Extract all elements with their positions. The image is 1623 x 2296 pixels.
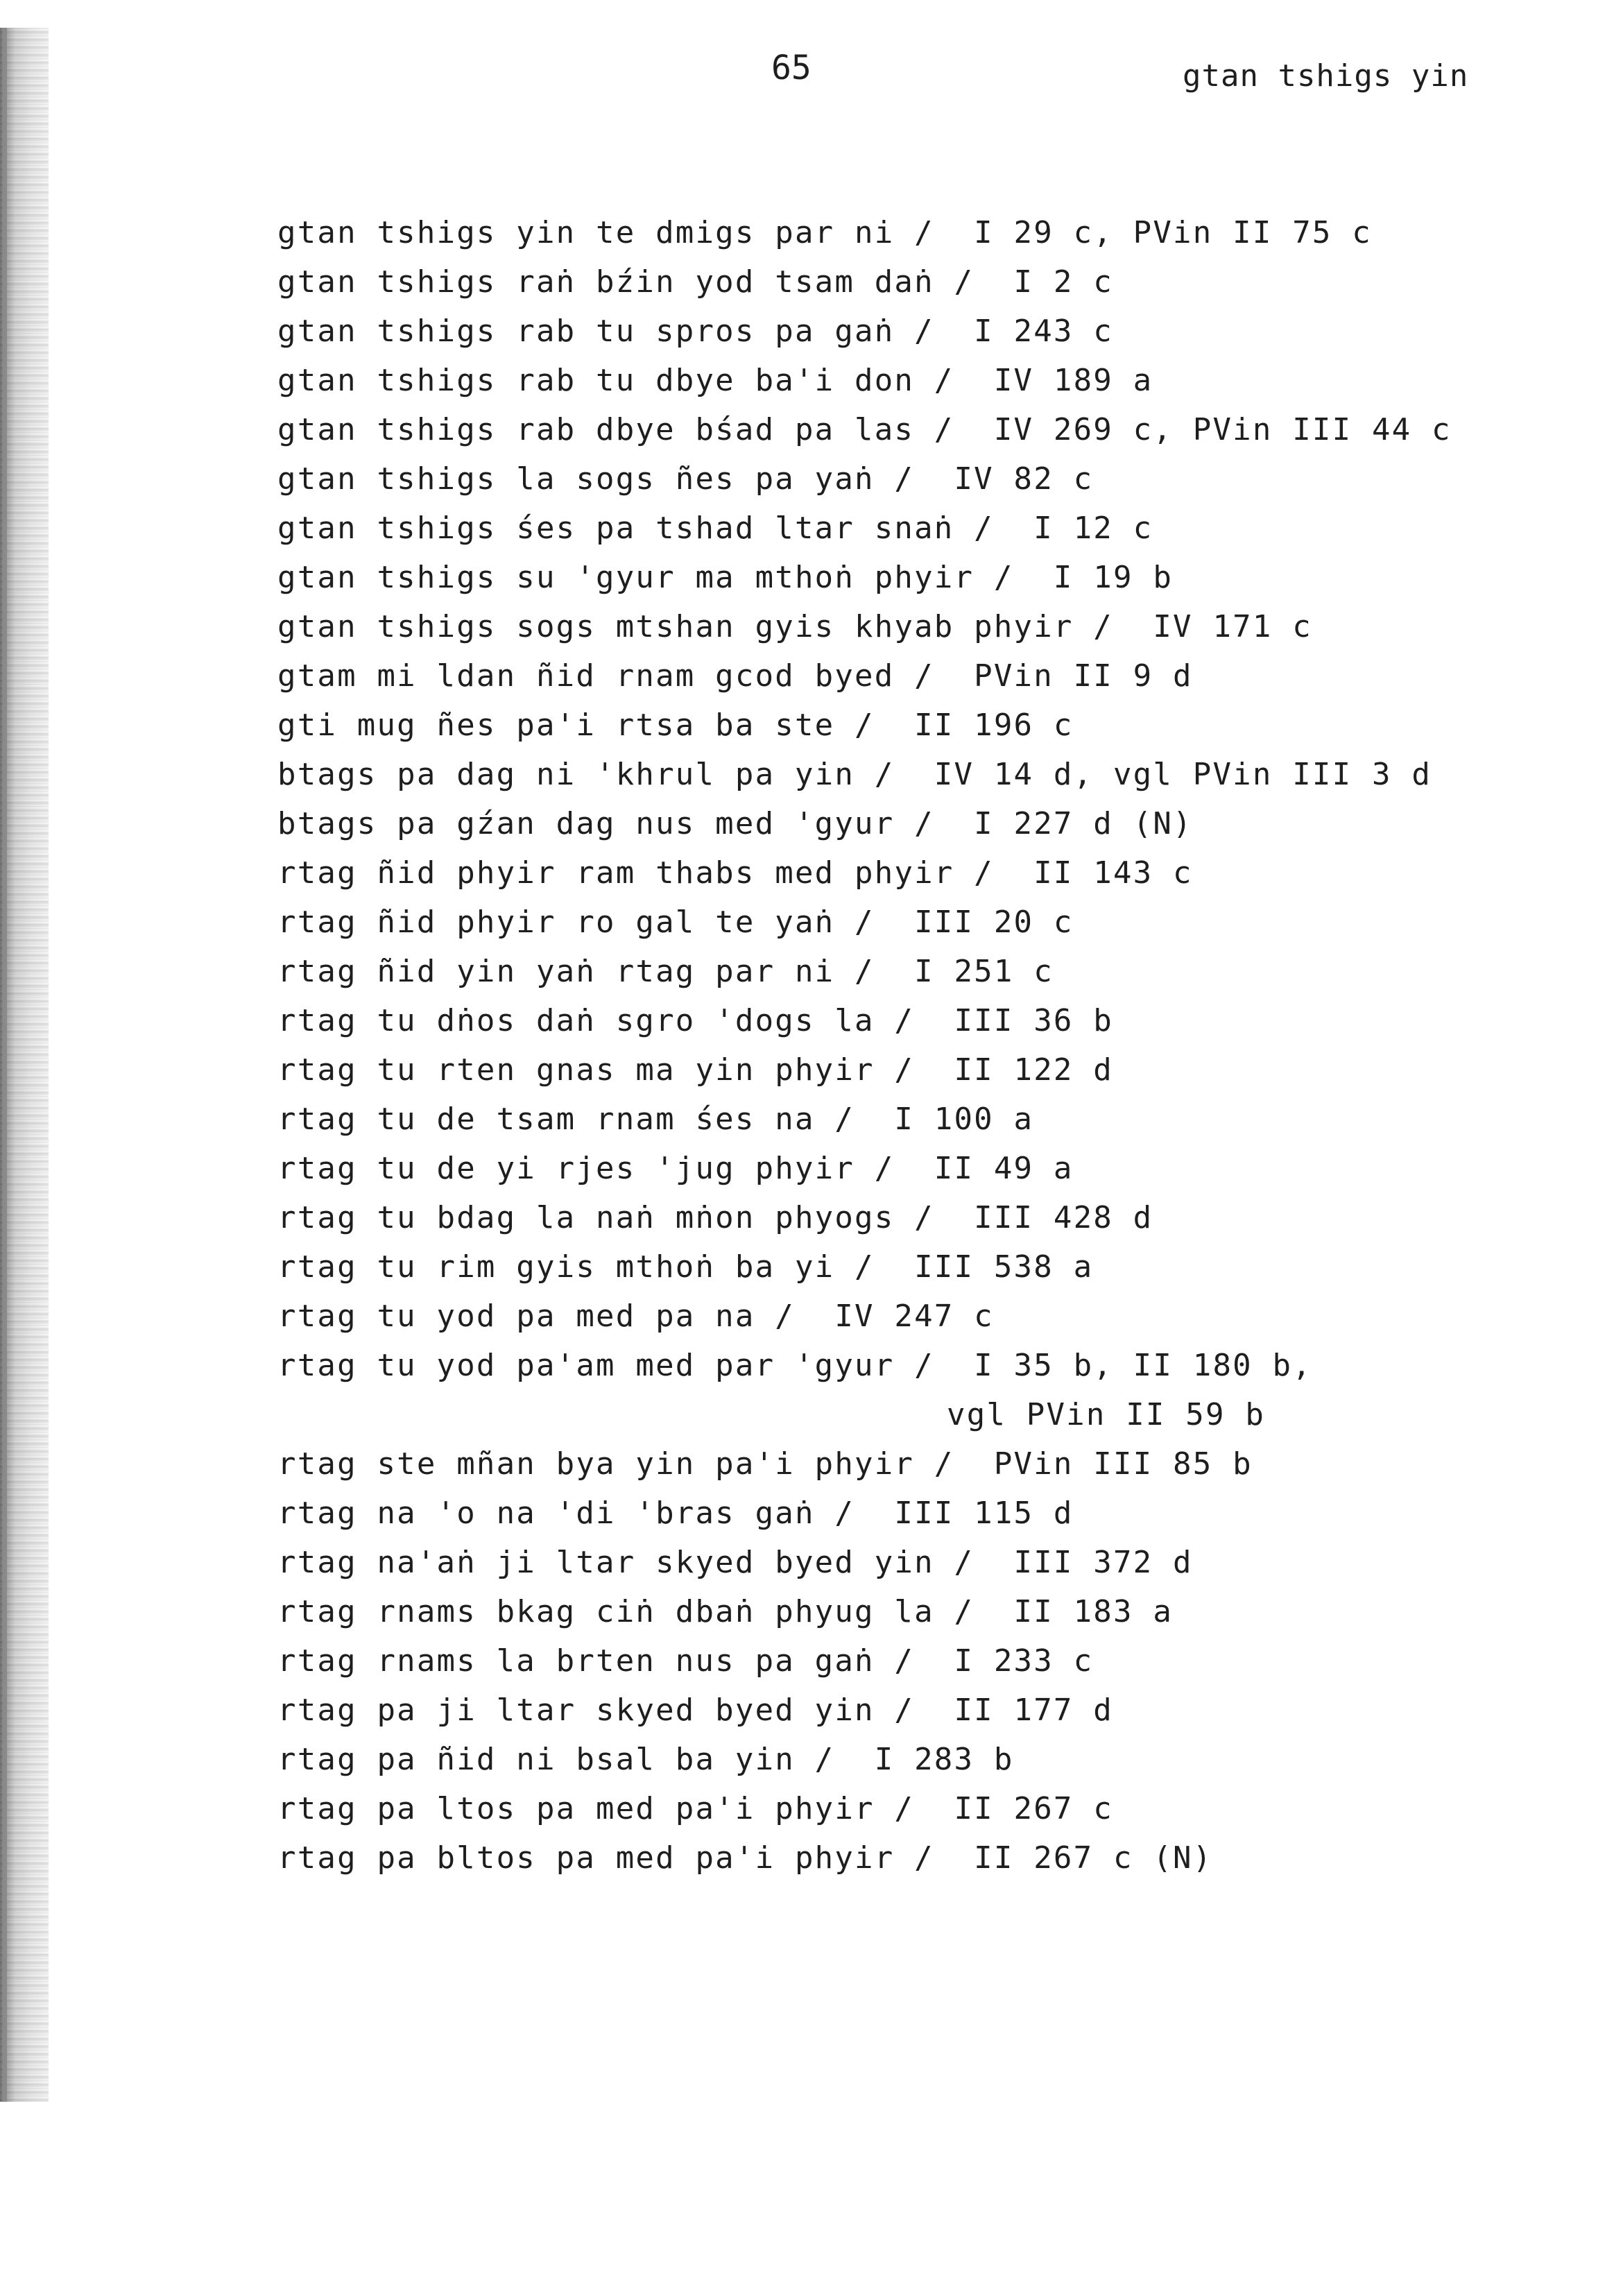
scan-edge-shadow [0, 28, 49, 2102]
index-entry: rtag ste mñan bya yin pa'i phyir / PVin III 85 b [277, 1446, 1253, 1482]
index-entry: rtag tu rten gnas ma yin phyir / II 122 d [277, 1052, 1113, 1088]
index-entry: gtan tshigs rab tu spros pa gaṅ / I 243 c [277, 314, 1113, 349]
index-entry: rtag pa ltos pa med pa'i phyir / II 267 c [277, 1791, 1113, 1826]
index-entry: rtag tu yod pa'am med par 'gyur / I 35 b, II 180 b, [277, 1348, 1312, 1383]
index-entry: btags pa gźan dag nus med 'gyur / I 227 d (N) [277, 806, 1193, 841]
index-entry: gtan tshigs raṅ bźin yod tsam daṅ / I 2 c [277, 264, 1113, 300]
index-entry: rtag rnams la brten nus pa gaṅ / I 233 c [277, 1643, 1094, 1679]
index-entry: rtag na'aṅ ji ltar skyed byed yin / III 372 d [277, 1545, 1193, 1580]
page-number: 65 [771, 49, 812, 87]
index-entry: rtag tu yod pa med pa na / IV 247 c [277, 1299, 994, 1334]
index-entry: gtan tshigs rab tu dbye ba'i don / IV 189 a [277, 363, 1153, 398]
index-entry: gtan tshigs rab dbye bśad pa las / IV 269 c, PVin III 44 c [277, 412, 1452, 447]
index-entry: rtag tu dṅos daṅ sgro 'dogs la / III 36 b [277, 1003, 1113, 1038]
index-entry-list [277, 208, 1581, 1883]
index-entry: gtam mi ldan ñid rnam gcod byed / PVin II 9 d [277, 658, 1193, 694]
index-entry: gtan tshigs yin te dmigs par ni / I 29 c, PVin II 75 c [277, 215, 1372, 250]
index-entry: rtag tu rim gyis mthoṅ ba yi / III 538 a [277, 1249, 1094, 1285]
running-head: gtan tshigs yin [1183, 58, 1469, 94]
index-entry: rtag ñid phyir ram thabs med phyir / II 143 c [277, 855, 1193, 891]
index-entry: gtan tshigs sogs mtshan gyis khyab phyir / IV 171 c [277, 609, 1312, 644]
index-entry: rtag pa ñid ni bsal ba yin / I 283 b [277, 1742, 1014, 1777]
index-entry: gtan tshigs la sogs ñes pa yaṅ / IV 82 c [277, 461, 1094, 497]
index-entry: gtan tshigs su 'gyur ma mthoṅ phyir / I 19 b [277, 560, 1174, 595]
binding-edge-line [3, 28, 7, 2102]
index-entry: rtag pa bltos pa med pa'i phyir / II 267 c (N) [277, 1840, 1213, 1876]
index-entry: rtag ñid phyir ro gal te yaṅ / III 20 c [277, 905, 1074, 940]
index-entry: rtag ñid yin yaṅ rtag par ni / I 251 c [277, 954, 1054, 989]
index-entry: rtag rnams bkag ciṅ dbaṅ phyug la / II 183 a [277, 1594, 1174, 1629]
index-entry: rtag na 'o na 'di 'bras gaṅ / III 115 d [277, 1496, 1074, 1531]
index-entry-continuation: vgl PVin II 59 b [947, 1397, 1266, 1432]
index-entry: gti mug ñes pa'i rtsa ba ste / II 196 c [277, 708, 1074, 743]
index-entry: rtag tu de tsam rnam śes na / I 100 a [277, 1102, 1034, 1137]
index-entry: btags pa dag ni 'khrul pa yin / IV 14 d, vgl PVin III 3 d [277, 757, 1432, 792]
index-entry: gtan tshigs śes pa tshad ltar snaṅ / I 12 c [277, 511, 1153, 546]
index-entry: rtag tu de yi rjes 'jug phyir / II 49 a [277, 1151, 1074, 1186]
index-entry: rtag pa ji ltar skyed byed yin / II 177 d [277, 1693, 1113, 1728]
index-entry: rtag tu bdag la naṅ mṅon phyogs / III 428 d [277, 1200, 1153, 1235]
